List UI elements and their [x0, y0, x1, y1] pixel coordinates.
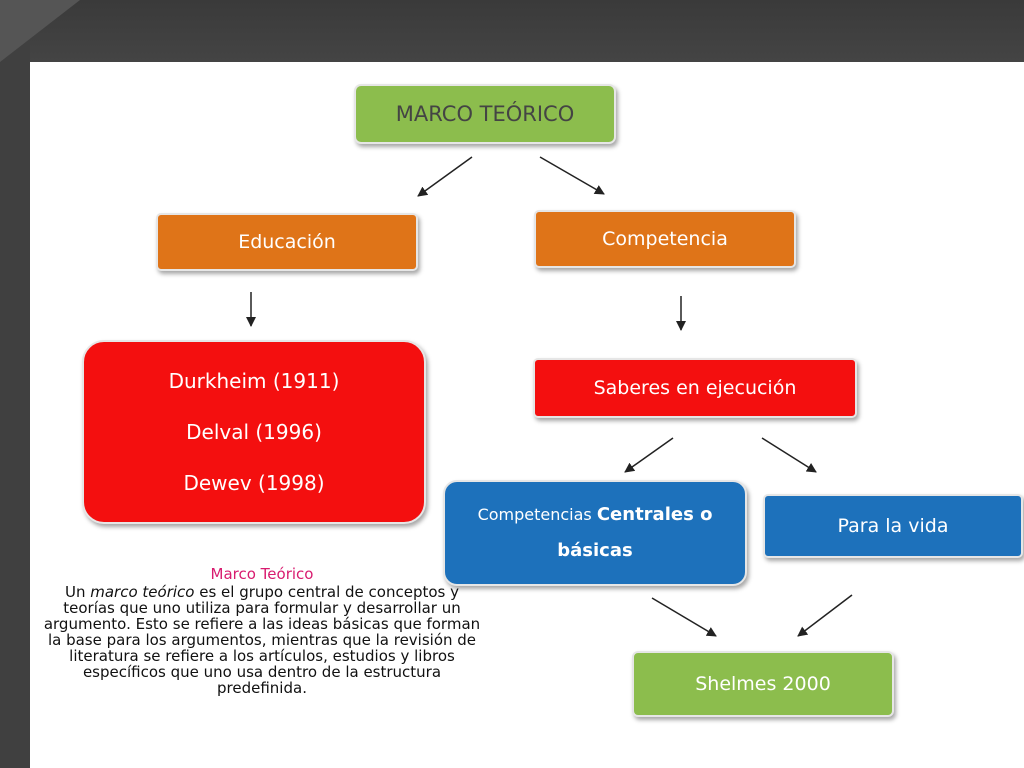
caption-title: Marco Teórico	[210, 565, 314, 583]
node-authors	[82, 340, 426, 524]
caption-body	[40, 584, 484, 696]
node-competencias-centrales	[443, 480, 747, 586]
node-saberes-en-ejecucion	[533, 358, 857, 418]
node-shelmes	[632, 651, 894, 717]
node-centrales-bold1: Centrales o	[596, 504, 713, 525]
arrow-saberes-to-vida	[762, 438, 816, 472]
node-centrales-prefix: Competencias	[477, 505, 597, 524]
caption-lead: Un	[64, 583, 91, 601]
caption-block	[40, 566, 484, 696]
node-marco-teorico-label: MARCO TEÓRICO	[395, 102, 575, 126]
node-saberes-label: Saberes en ejecución	[593, 377, 797, 399]
node-centrales-line2	[557, 533, 632, 569]
arrow-root-to-educacion	[418, 157, 472, 196]
arrow-centrales-to-shelmes	[652, 598, 716, 636]
arrow-vida-to-shelmes	[798, 595, 852, 636]
node-competencia-label: Competencia	[602, 228, 728, 250]
node-educacion-label: Educación	[238, 231, 336, 253]
arrow-root-to-competencia	[540, 157, 604, 194]
arrow-saberes-to-centrales	[625, 438, 673, 472]
node-marco-teorico	[354, 84, 616, 144]
node-para-la-vida	[763, 494, 1023, 558]
node-centrales-line1	[478, 497, 713, 533]
caption-emphasis: marco teórico	[90, 583, 195, 601]
author-delval: Delval (1996)	[186, 419, 322, 444]
author-dewev: Dewev (1998)	[183, 470, 325, 495]
author-durkheim: Durkheim (1911)	[168, 369, 340, 394]
node-centrales-bold2: básicas	[557, 540, 633, 561]
node-vida-label: Para la vida	[837, 515, 949, 537]
caption-text: es el grupo central de conceptos y teorías que uno utiliza para formular y desarrollar un argumento. Esto se refiere a las ideas básicas que forman la base para los argumentos, mientras que la revisión de literatura se refiere a los artículos, estudios y libros específicos que uno usa dentro de la estructura predefinida.	[43, 583, 481, 697]
node-shelmes-label: Shelmes 2000	[695, 673, 831, 695]
node-competencia	[534, 210, 796, 268]
node-educacion	[156, 213, 418, 271]
